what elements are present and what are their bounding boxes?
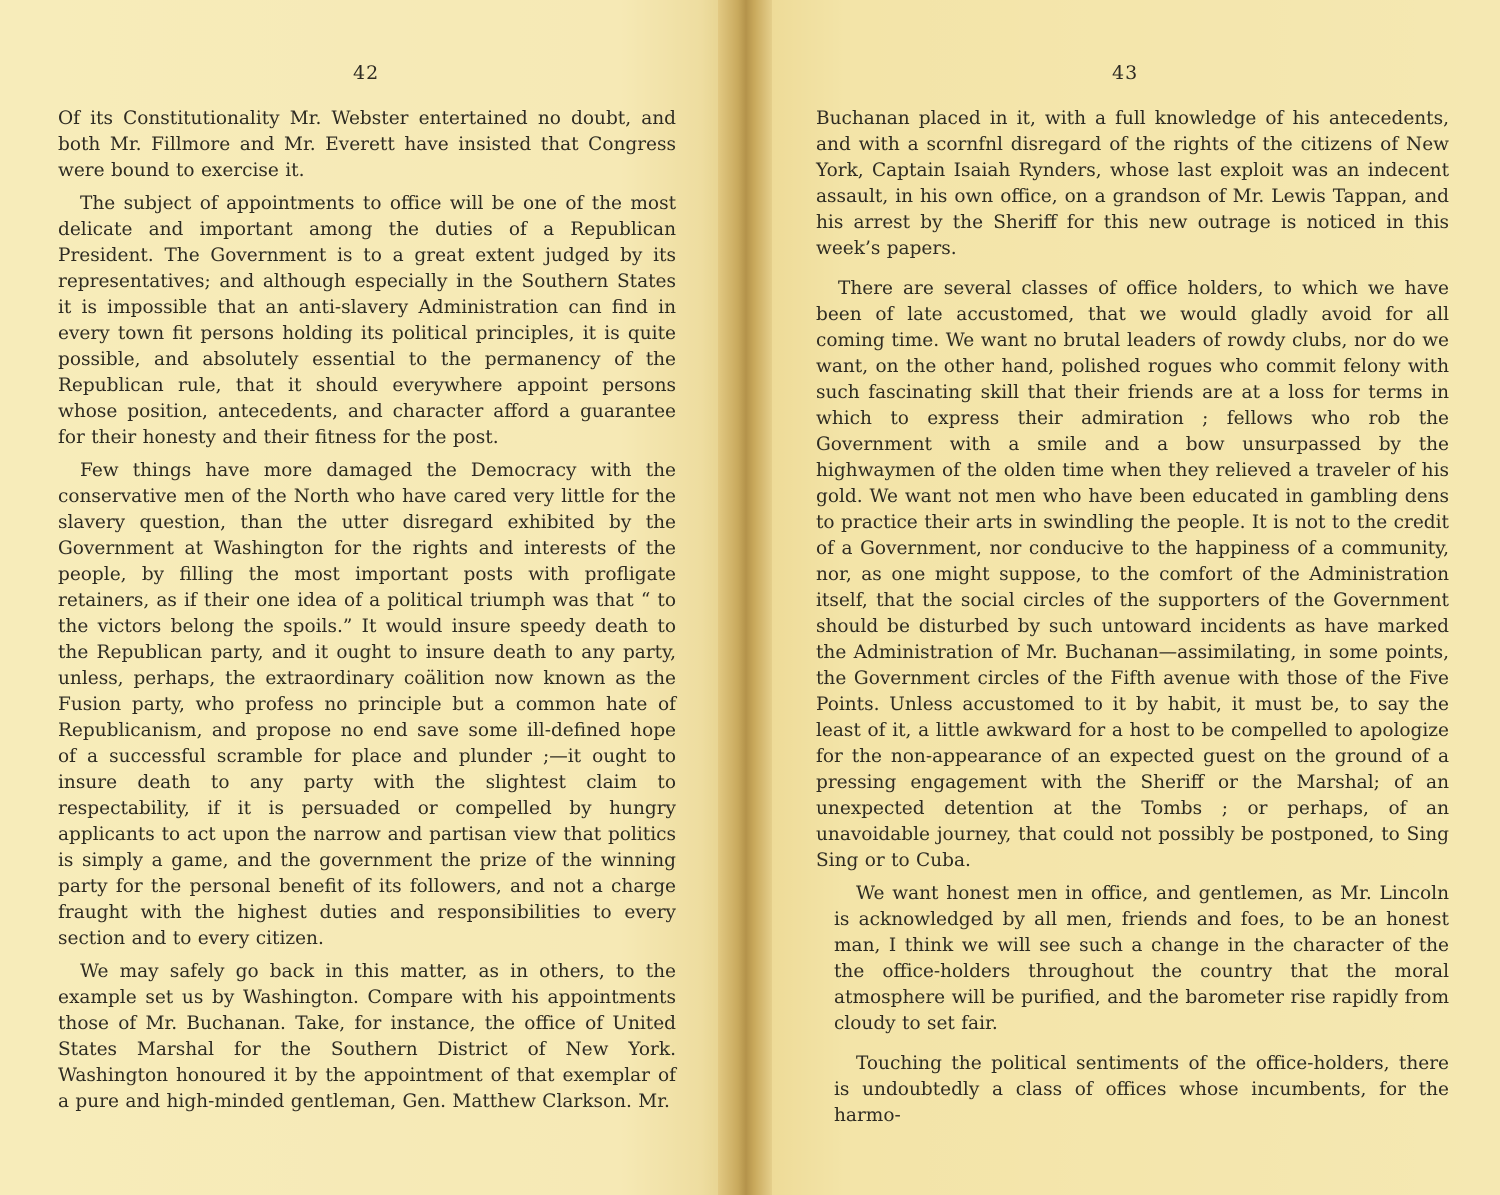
left-page <box>0 0 730 1195</box>
paragraph: We want honest men in office, and gentlemen, as Mr. Lincoln is acknowledged by all men, friends and foes, to be an honest man, I think we will see such a change in the character of the the office-holders throughout the country that the moral atmosphere will be purified, and the barometer rise rapidly from cloudy to set fair. <box>834 883 1449 1034</box>
page-number-left: 42 <box>353 62 380 84</box>
paragraph: Buchanan placed in it, with a full knowledge of his antecedents, and with a scornfnl disregard of the rights of the citizens of New York, Captain Isaiah Rynders, whose last exploit was an indecent assault, in his own office, on a grandson of Mr. Lewis Tappan, and his arrest by the Sheriff for this new outrage is noticed in this week’s papers. <box>816 108 1449 259</box>
paragraph: Few things have more damaged the Democracy with the conservative men of the North who have cared very little for the slavery question, than the utter disregard exhibited by the Government at Washington for the rights and interests of the people, by filling the most important posts with profligate retainers, as if their one idea of a political triumph was that “ to the victors belong the spoils.” It would insure speedy death to the Republican party, and it ought to insure death to any party, unless, perhaps, the extraordinary coälition now known as the Fusion party, who profess no principle but a common hate of Republicanism, and propose no end save some ill-defined hope of a successful scramble for place and plunder ;—it ought to insure death to any party with the slightest claim to respectability, if it is persuaded or compelled by hungry applicants to act upon the narrow and partisan view that politics is simply a game, and the government the prize of the winning party for the personal benefit of its followers, and not a charge fraught with the highest duties and responsibilities to every section and to every citizen. <box>58 460 676 949</box>
page-number-right: 43 <box>1112 62 1139 84</box>
paragraph: We may safely go back in this matter, as in others, to the example set us by Washington. Compare with his appointments those of Mr. Buchanan. Take, for instance, the office of United States Marshal for the Southern District of New York. Washington honoured it by the appointment of that exemplar of a pure and high-minded gentleman, Gen. Matthew Clarkson. Mr. <box>58 961 676 1112</box>
right-page <box>772 0 1500 1195</box>
left-page-body <box>58 106 676 1122</box>
paragraph: There are several classes of office holders, to which we have been of late accustomed, that we would gladly avoid for all coming time. We want no brutal leaders of rowdy clubs, nor do we want, on the other hand, polished rogues who commit felony with such fascinating skill that their friends are at a loss for terms in which to express their admiration ; fellows who rob the Government with a smile and a bow unsurpassed by the highwaymen of the olden time when they relieved a traveler of his gold. We want not men who have been educated in gambling dens to practice their arts in swindling the people. It is not to the credit of a Government, nor conducive to the happiness of a community, nor, as one might suppose, to the comfort of the Administration itself, that the social circles of the supporters of the Government should be disturbed by such untoward incidents as have marked the Administration of Mr. Buchanan—assimilating, in some points, the Government circles of the Fifth avenue with those of the Five Points. Unless accustomed to it by habit, it must be, to say the least of it, a little awkward for a host to be compelled to apologize for the non-appearance of an expected guest on the ground of a pressing engagement with the Sheriff or the Marshal; of an unexpected detention at the Tombs ; or perhaps, of an unavoidable journey, that could not possibly be postponed, to Sing Sing or to Cuba. <box>816 278 1449 871</box>
paragraph: Touching the political sentiments of the office-holders, there is undoubtedly a class of offices whose incumbents, for the harmo- <box>834 1053 1449 1126</box>
paragraph: The subject of appointments to office will be one of the most delicate and important among the duties of a Republican President. The Government is to a great extent judged by its representatives; and although especially in the Southern States it is impossible that an anti-slavery Administration can find in every town fit persons holding its political principles, it is quite possible, and absolutely essential to the permanency of the Republican rule, that it should everywhere appoint persons whose position, antecedents, and character afford a guarantee for their honesty and their fitness for the post. <box>58 193 676 448</box>
book-gutter <box>718 0 774 1195</box>
right-page-body <box>816 106 1449 1136</box>
paragraph: Of its Constitutionality Mr. Webster entertained no doubt, and both Mr. Fillmore and Mr. Everett have insisted that Congress were bound to exercise it. <box>58 108 676 181</box>
